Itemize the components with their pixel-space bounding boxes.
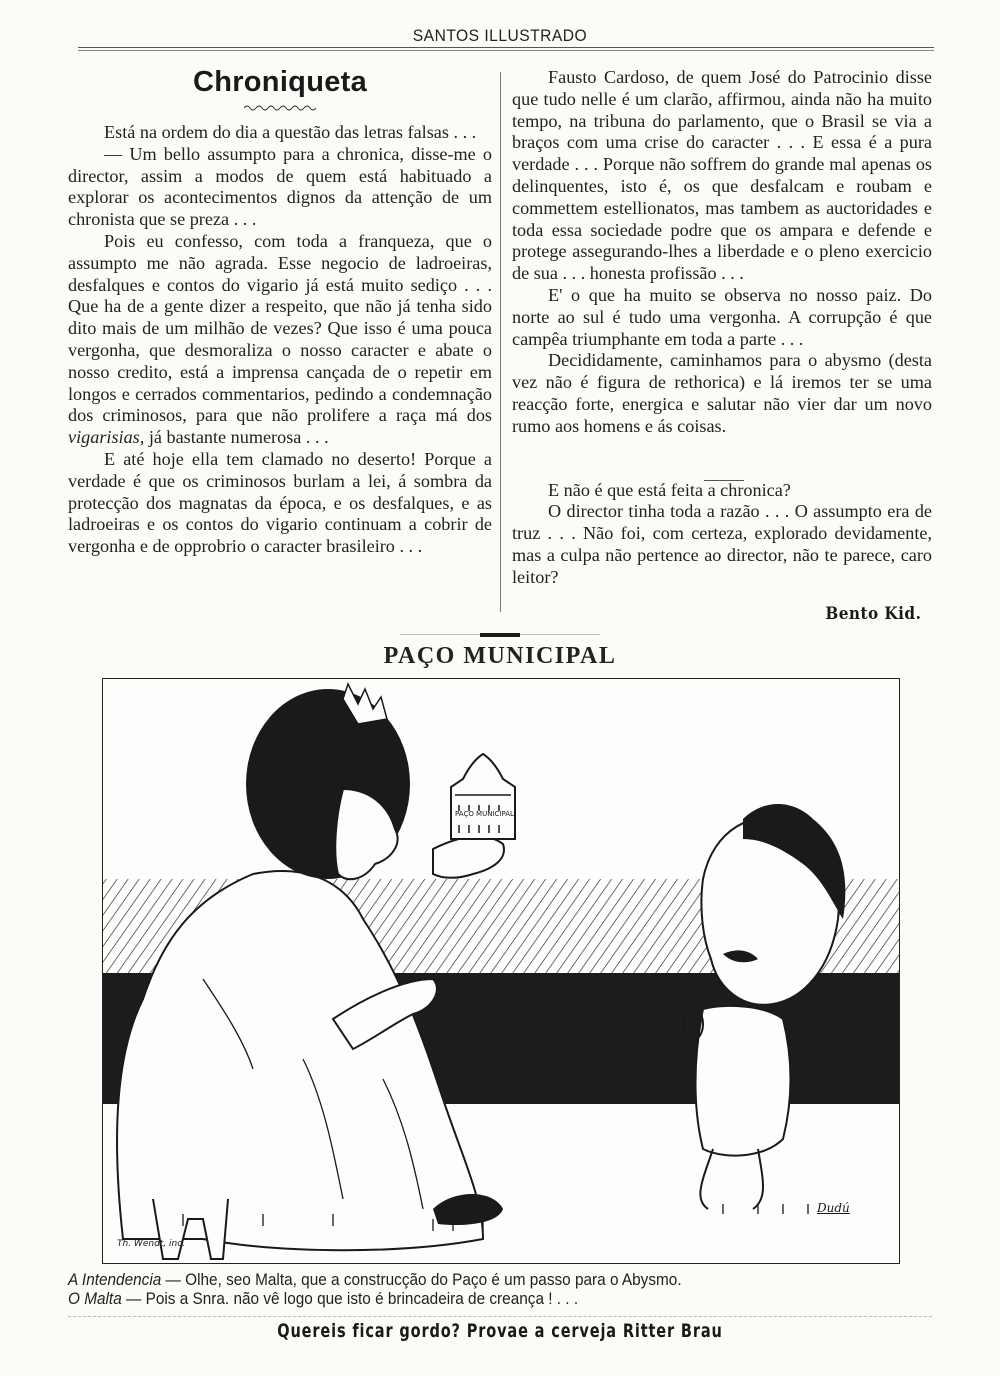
caption-speaker: O Malta [68,1290,122,1308]
advertisement-line: Quereis ficar gordo? Provae a cerveja Ritter Brau [277,1320,723,1342]
paragraph: E até hoje ella tem clamado no deserto! Porque a verdade é que os criminosos burlam a lei, á sombra da protecção dos magnatas da época, e os desfalques, e as ladroeiras e os contos do vigario continuam a cobrir de vergonha e de opprobrio o caracter brasileiro . . . [68,448,492,557]
running-head: SANTOS ILLUSTRADO [412,26,588,45]
artist-signature: Dudú [817,1201,850,1215]
cartoon-caption-line [68,1290,578,1309]
paragraph: O director tinha toda a razão . . . O assumpto era de truz . . . Não foi, com certeza, explorado devidamente, mas a culpa não pertence ao director, não te parece, caro leitor? [512,501,932,587]
article-left-column [68,122,492,558]
cartoon-top-bar [480,633,520,637]
building-model-icon [451,754,515,839]
caption-speaker: A Intendencia [68,1271,162,1289]
paragraph: — Um bello assumpto para a chronica, disse-me o director, assim a modos de quem está habituado a explorar os acontecimentos dignos da attenção de um chronista que se preza . . . [68,143,492,230]
footer-rule [68,1316,932,1317]
cartoon-illustration [102,678,900,1264]
paragraph [68,231,492,449]
article-right-column [512,67,932,589]
header-rule [78,47,934,48]
header-rule-secondary [78,50,934,51]
paragraph: Decididamente, caminhamos para o abysmo (desta vez não é figura de rethorica) e lá iremos ter se uma reacção forte, energica e salutar não vier dar um novo rumo aos homens e ás coisas. [512,350,932,436]
paragraph: Está na ordem do dia a questão das letras falsas . . . [104,122,477,142]
author-signature: Bento Kid. [825,604,922,624]
cartoon-drawing [103,679,899,1263]
engraver-credit: Th. Wendt, inc. [117,1239,186,1249]
column-divider [500,72,501,612]
caption-text: — Pois a Snra. não vê logo que isto é brincadeira de creança ! . . . [121,1290,579,1308]
section-separator [704,480,744,481]
paragraph: E não é que está feita a chronica? [548,479,791,500]
caption-text: — Olhe, seo Malta, que a construcção do Paço é um passo para o Abysmo. [161,1271,682,1289]
cartoon-title: PAÇO MUNICIPAL [383,643,617,669]
paragraph-text: Pois eu confesso, com toda a franqueza, que o assumpto me não agrada. Esse negocio de ladroeiras, desfalques e contos do vigario já está muito sediço . . . Que ha de a gente dizer a respeito, que não já tenha sido dito mais de um milhão de vezes? Que isso é uma pouca vergonha, que desmoraliza o nosso caracter e abate o nosso credito, está a imprensa cançada de o repetir em longos e cerrados commentarios, pedindo a condemnação dos criminosos, para que não prolifere a raça má dos [68,230,492,426]
paragraph: Fausto Cardoso, de quem José do Patrocinio disse que tudo nelle é um clarão, affirmou, ainda não ha muito tempo, na tribuna do parlamento, que o Brasil se via a braços com uma crise do caracter . . . E essa é a pura verdade . . . Porque não soffrem do grande mal apenas os delinquentes, isto é, os que desfalcam e roubam e commettem estellionatos, mas tambem as auctoridades e toda essa sociedade podre que os ampara e defende e protege assegurando-lhes a liberdade e o pleno exercicio de sua . . . honesta profissão . . . [512,67,932,284]
svg-text:PAÇO MUNICIPAL: PAÇO MUNICIPAL [455,810,514,818]
ornament-squiggle-icon [244,104,318,112]
paragraph-text: já bastante numerosa . . . [144,427,329,448]
paragraph: E' o que ha muito se observa no nosso paiz. Do norte ao sul é tudo uma vergonha. A corrupção é que campêa triumphante em toda a parte . . . [512,284,932,349]
article-title: Chroniqueta [192,66,368,98]
italic-word: vigarisias, [68,427,145,448]
cartoon-caption-line [68,1271,682,1290]
